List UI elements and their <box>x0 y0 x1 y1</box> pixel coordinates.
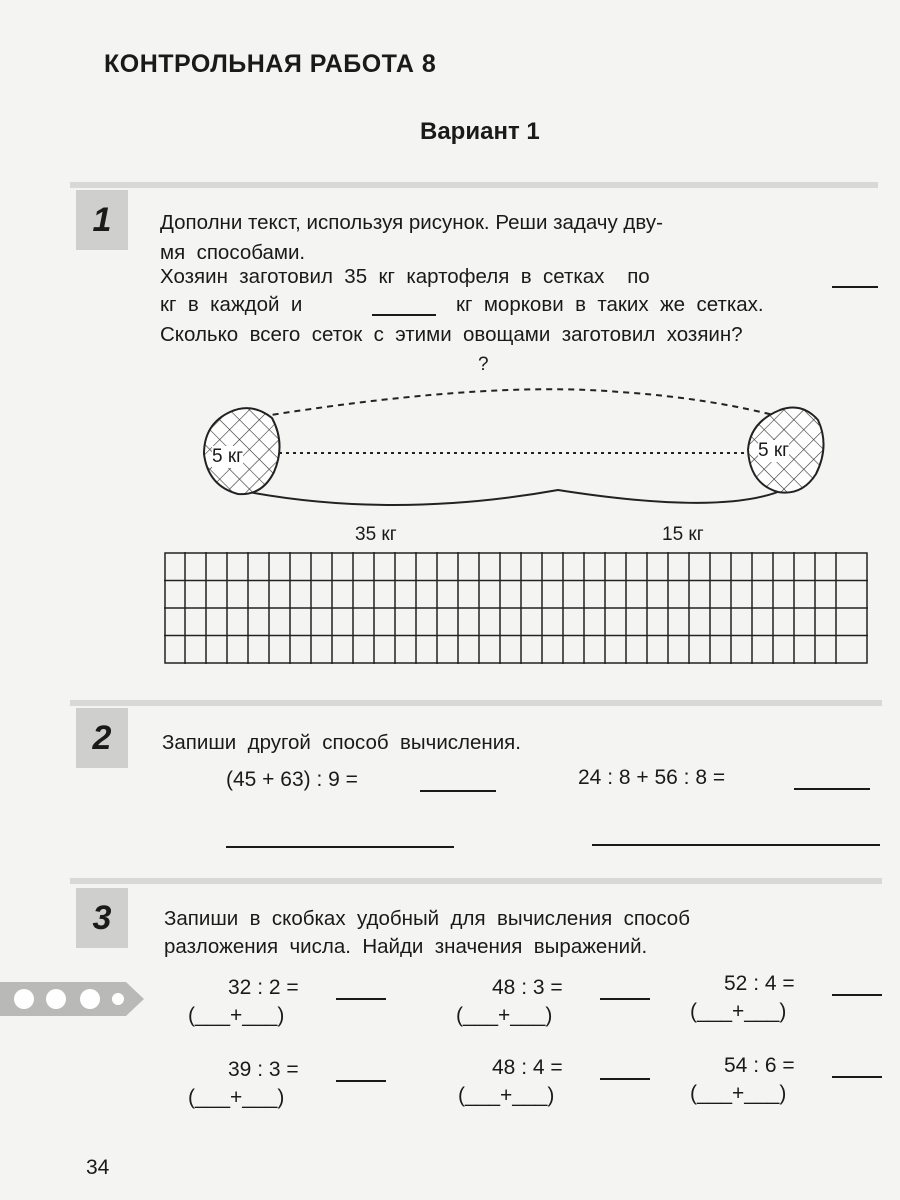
decomposition-hint: (___+___) <box>188 1004 285 1027</box>
expression: 48 : 4 = <box>492 1056 563 1079</box>
answer-grid[interactable] <box>164 552 870 666</box>
right-total-label: 15 кг <box>662 524 704 545</box>
task3-line-2: разложения числа. Найди значения выражений. <box>164 935 648 958</box>
variant-heading: Вариант 1 <box>420 118 540 145</box>
task1-line-2: мя способами. <box>160 241 306 264</box>
task-number-badge: 2 <box>76 708 128 768</box>
task1-line-5: кг моркови в таких же сетках. <box>456 293 764 316</box>
section-divider <box>70 700 882 706</box>
section-divider <box>70 182 878 188</box>
task1-line-6: Сколько всего сеток с этими овощами заготовил хозяин? <box>160 323 743 346</box>
answer-line[interactable] <box>226 846 454 848</box>
left-total-label: 35 кг <box>355 524 397 545</box>
section-divider <box>70 878 882 884</box>
answer-blank[interactable] <box>600 998 650 1000</box>
task-number-badge: 1 <box>76 190 128 250</box>
answer-blank[interactable] <box>336 998 386 1000</box>
task1-line-1: Дополни текст, используя рисунок. Реши задачу дву- <box>160 211 663 234</box>
right-bag-label: 5 кг <box>758 440 790 461</box>
answer-blank[interactable] <box>832 1076 882 1078</box>
decomposition-hint: (___+___) <box>690 1000 787 1023</box>
task1-line-3: Хозяин заготовил 35 кг картофеля в сетках по <box>160 265 650 288</box>
page-title: КОНТРОЛЬНАЯ РАБОТА 8 <box>104 50 437 78</box>
task-number-badge: 3 <box>76 888 128 948</box>
task1-line-4: кг в каждой и <box>160 293 303 316</box>
page-number: 34 <box>86 1156 110 1179</box>
problem-diagram <box>190 350 840 550</box>
question-mark-label: ? <box>478 354 489 375</box>
expression: 32 : 2 = <box>228 976 299 999</box>
answer-blank[interactable] <box>336 1080 386 1082</box>
decomposition-hint: (___+___) <box>458 1084 555 1107</box>
expression-left: (45 + 63) : 9 = <box>226 768 358 791</box>
decomposition-hint: (___+___) <box>690 1082 787 1105</box>
answer-blank[interactable] <box>372 294 436 316</box>
expression: 39 : 3 = <box>228 1058 299 1081</box>
answer-blank[interactable] <box>420 790 496 792</box>
expression: 52 : 4 = <box>724 972 795 995</box>
task3-line-1: Запиши в скобках удобный для вычисления способ <box>164 907 690 930</box>
difficulty-tab <box>0 978 150 1020</box>
answer-blank[interactable] <box>794 788 870 790</box>
left-bag-label: 5 кг <box>212 446 244 467</box>
expression-right: 24 : 8 + 56 : 8 = <box>578 766 726 789</box>
expression: 48 : 3 = <box>492 976 563 999</box>
expression: 54 : 6 = <box>724 1054 795 1077</box>
task2-instruction: Запиши другой способ вычисления. <box>162 731 521 754</box>
answer-blank[interactable] <box>832 266 878 288</box>
answer-line[interactable] <box>592 844 880 846</box>
answer-blank[interactable] <box>832 994 882 996</box>
decomposition-hint: (___+___) <box>456 1004 553 1027</box>
decomposition-hint: (___+___) <box>188 1086 285 1109</box>
answer-blank[interactable] <box>600 1078 650 1080</box>
